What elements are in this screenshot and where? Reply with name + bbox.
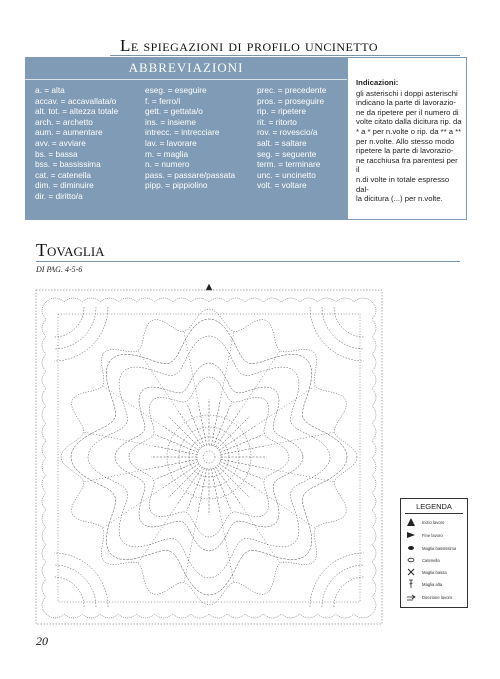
legend-item: Fine lavoro xyxy=(406,530,466,542)
end-triangle-icon xyxy=(406,530,416,540)
abbreviations-panel xyxy=(25,57,347,220)
page-title: Le spiegazioni di profilo uncinetto xyxy=(120,36,378,55)
title-rule xyxy=(110,55,460,56)
abbreviation-item: arch. = archetto xyxy=(35,116,93,127)
corner-arc xyxy=(54,565,96,607)
radial-stitch xyxy=(216,409,242,447)
corner-arc xyxy=(54,307,108,361)
radial-stitch xyxy=(211,469,220,514)
radial-stitch xyxy=(198,469,207,514)
radial-stitch xyxy=(242,507,280,564)
abbreviation-item: accav. = accavallata/o xyxy=(35,95,117,106)
corner-arc xyxy=(322,565,364,607)
scallop-edge xyxy=(42,302,46,614)
section-title: Tovaglia xyxy=(36,240,105,260)
scallop-edge xyxy=(46,298,372,302)
radial-stitch xyxy=(259,386,316,424)
instructions-line: n.di volte in totale espresso dal- xyxy=(356,174,450,194)
abbreviation-item: term. = terminare xyxy=(257,159,321,170)
radial-stitch xyxy=(177,409,203,447)
legend xyxy=(400,498,468,608)
abbreviation-item: m. = maglia xyxy=(145,148,189,159)
legend-item: Maglia bassa xyxy=(406,567,466,579)
radial-stitch xyxy=(168,465,201,498)
instructions-line: * a * per n.volte o rip. da ** a ** xyxy=(356,126,462,136)
legend-item: Catenella xyxy=(406,555,466,567)
abbreviations-title: ABBREVIAZIONI xyxy=(128,60,244,75)
abbreviation-item: bs. = bassa xyxy=(35,148,78,159)
abbreviation-item: pass. = passare/passata xyxy=(145,169,236,180)
crochet-diagram xyxy=(34,282,384,627)
radial-stitch xyxy=(214,403,232,445)
abbreviation-item: rov. = rovescio/a xyxy=(257,127,318,138)
instructions-title: Indicazioni: xyxy=(356,78,399,87)
abbreviation-item: seg. = seguente xyxy=(257,148,317,159)
corner-arc xyxy=(334,577,364,607)
corner-arc xyxy=(334,307,364,337)
corner-arc xyxy=(54,307,96,349)
radial-stitch xyxy=(221,459,266,468)
petal-round xyxy=(61,309,357,605)
abbreviation-item: unc. = uncinetto xyxy=(257,169,316,180)
radial-stitch xyxy=(184,516,197,583)
start-marker xyxy=(206,284,212,290)
double-crochet-icon xyxy=(406,579,416,589)
abbreviation-item: salt. = saltare xyxy=(257,137,307,148)
radial-stitch xyxy=(217,465,250,498)
corner-arc xyxy=(310,553,364,607)
section-rule xyxy=(36,261,460,262)
abbreviation-item: aum. = aumentare xyxy=(35,127,103,138)
radial-stitch xyxy=(152,446,197,455)
stitch-ring xyxy=(197,445,221,469)
instructions-line: ne racchiusa fra parentesi per il xyxy=(356,155,458,175)
radial-stitch xyxy=(187,468,205,510)
radial-stitch xyxy=(220,462,262,480)
instructions-line: ripetere la parte di lavorazio- xyxy=(356,146,454,156)
corner-arc xyxy=(322,307,364,349)
legend-item: Inizio lavoro xyxy=(406,517,466,529)
chain-oval-icon xyxy=(406,555,416,565)
radial-stitch xyxy=(187,403,205,445)
stitch-ring xyxy=(203,451,215,463)
abbreviation-item: ins. = insieme xyxy=(145,116,196,127)
abbreviation-item: avv. = avviare xyxy=(35,137,86,148)
corner-arc xyxy=(54,553,108,607)
abbreviation-item: rit. = ritorto xyxy=(257,116,297,127)
abbreviation-item: rip. = ripetere xyxy=(257,106,307,117)
radial-stitch xyxy=(219,425,257,451)
corner-arc xyxy=(310,307,364,361)
scallop-edge xyxy=(46,614,372,618)
abbreviation-item: n. = numero xyxy=(145,159,190,170)
instructions-line: ne da ripetere per il numero di xyxy=(356,107,459,117)
radial-stitch xyxy=(152,459,197,468)
abbreviation-item: pipp. = pippiolino xyxy=(145,180,208,191)
abbreviation-item: intrecc. = intrecciare xyxy=(145,127,220,138)
stitch-pattern xyxy=(42,284,376,618)
abbreviations-column-3 xyxy=(257,85,326,191)
abbreviation-item: volt. = voltare xyxy=(257,180,307,191)
radial-stitch xyxy=(211,400,220,445)
petal-round xyxy=(71,319,347,595)
abbreviation-item: a. = alta xyxy=(35,85,65,95)
legend-title: LEGENDA xyxy=(405,502,463,514)
abbreviation-item: pros. = proseguire xyxy=(257,95,325,106)
radial-stitch xyxy=(155,435,197,453)
instructions-line: per n.volte. Allo stesso modo xyxy=(356,136,455,146)
radial-stitch xyxy=(214,468,232,510)
legend-item: Direzione lavoro xyxy=(406,592,466,604)
abbreviations-rule xyxy=(25,79,347,80)
abbreviation-item: prec. = precedente xyxy=(257,85,327,95)
radial-stitch xyxy=(161,425,199,451)
legend-item: Maglia alta xyxy=(406,579,466,591)
radial-stitch xyxy=(138,351,176,408)
abbreviation-item: dim. = diminuire xyxy=(35,180,94,191)
single-crochet-cross-icon xyxy=(406,567,416,577)
abbreviation-item: f. = ferro/i xyxy=(145,95,181,106)
instructions-line: volte citato dalla dicitura rip. da xyxy=(356,117,462,127)
corner-arc xyxy=(54,577,84,607)
legend-item: Maglia bassissima xyxy=(406,543,466,555)
abbreviation-item: gett. = gettata/o xyxy=(145,106,203,117)
radial-stitch xyxy=(216,467,242,505)
radial-stitch xyxy=(168,416,201,449)
section-subtitle: DI PAG. 4-5-6 xyxy=(36,265,83,274)
abbreviation-item: dir. = diritto/a xyxy=(35,190,83,201)
scallop-edge xyxy=(372,302,376,614)
petal-round xyxy=(115,363,303,551)
abbreviation-item: eseg. = eseguire xyxy=(145,85,207,95)
radial-stitch xyxy=(217,416,250,449)
corner-arc xyxy=(54,307,84,337)
petal-round xyxy=(88,336,330,578)
abbreviations-column-1 xyxy=(35,85,118,202)
abbreviation-item: alt. tot. = altezza totale xyxy=(35,106,119,117)
radial-stitch xyxy=(219,464,257,490)
direction-arrow-icon xyxy=(406,592,416,602)
instructions-line: indicano la parte di lavorazio- xyxy=(356,98,456,108)
radial-stitch xyxy=(220,435,262,453)
radial-stitch xyxy=(198,400,207,445)
instructions-box xyxy=(347,57,467,220)
slip-stitch-icon xyxy=(406,543,416,553)
abbreviation-item: bss. = bassissima xyxy=(35,159,101,170)
radial-stitch xyxy=(177,467,203,505)
abbreviations-column-2 xyxy=(145,85,235,191)
page-number: 20 xyxy=(36,634,48,648)
start-triangle-icon xyxy=(406,517,416,527)
abbreviation-item: lav. = lavorare xyxy=(145,137,197,148)
radial-stitch xyxy=(221,331,234,398)
radial-stitch xyxy=(268,469,335,482)
abbreviation-item: cat. = catenella xyxy=(35,169,92,180)
radial-stitch xyxy=(161,464,199,490)
inner-frame xyxy=(58,314,360,602)
radial-stitch xyxy=(83,432,150,445)
instructions-line: la dicitura (...) per n.volte. xyxy=(356,194,443,204)
radial-stitch xyxy=(103,490,160,528)
instructions-line: gli asterischi i doppi asterischi xyxy=(356,88,458,98)
radial-stitch xyxy=(155,462,197,480)
